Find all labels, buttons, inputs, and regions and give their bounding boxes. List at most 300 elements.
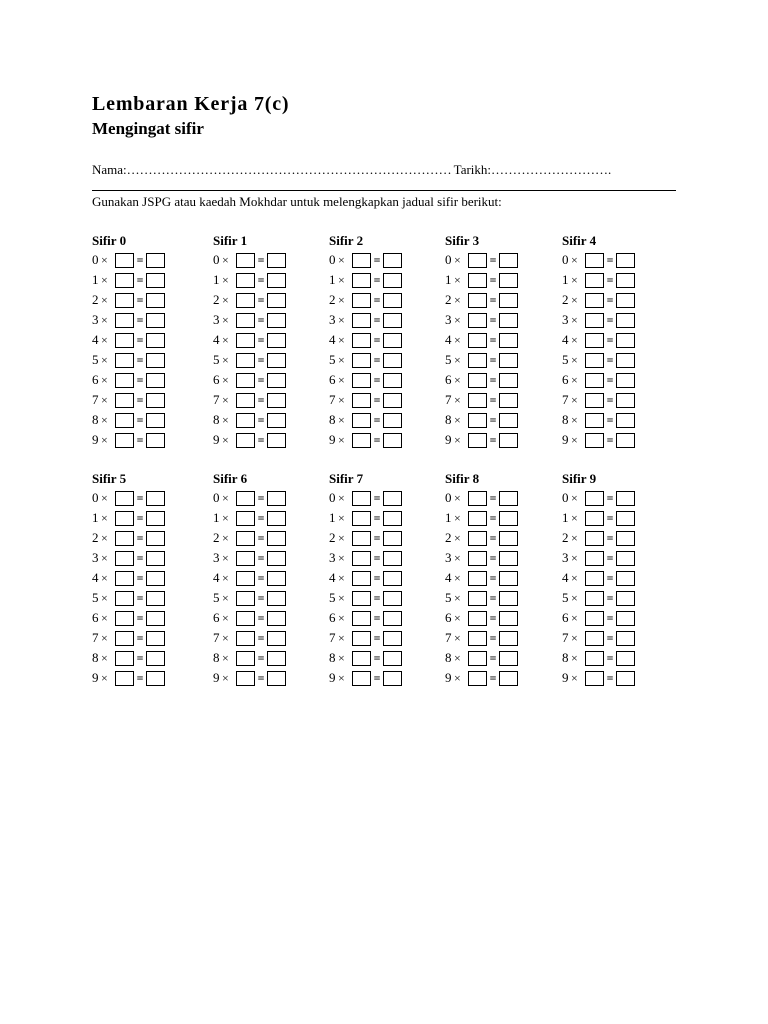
product-answer-box[interactable] bbox=[383, 571, 402, 586]
product-answer-box[interactable] bbox=[146, 313, 165, 328]
product-answer-box[interactable] bbox=[616, 651, 635, 666]
multiplier-number: 5 bbox=[562, 352, 569, 367]
product-answer-box[interactable] bbox=[267, 651, 286, 666]
equals-sign: = bbox=[606, 332, 614, 347]
multiplier-number: 6 bbox=[92, 372, 99, 387]
multiplicand-answer-box[interactable] bbox=[468, 353, 487, 368]
times-sign: × bbox=[101, 610, 108, 625]
product-answer-box[interactable] bbox=[146, 253, 165, 268]
multiplicand-answer-box[interactable] bbox=[585, 571, 604, 586]
equals-sign: = bbox=[489, 650, 497, 665]
times-sign: × bbox=[338, 332, 345, 347]
multiplier-number: 6 bbox=[445, 372, 452, 387]
product-answer-box[interactable] bbox=[146, 671, 165, 686]
multiplicand-answer-box[interactable] bbox=[585, 253, 604, 268]
product-answer-box[interactable] bbox=[146, 393, 165, 408]
product-answer-box[interactable] bbox=[616, 333, 635, 348]
product-answer-box[interactable] bbox=[267, 511, 286, 526]
multiplicand-answer-box[interactable] bbox=[352, 353, 371, 368]
product-answer-box[interactable] bbox=[499, 651, 518, 666]
multiplier-number: 9 bbox=[445, 432, 452, 447]
product-answer-box[interactable] bbox=[146, 353, 165, 368]
multiplicand-answer-box[interactable] bbox=[115, 393, 134, 408]
multiplicand-answer-box[interactable] bbox=[468, 531, 487, 546]
multiplicand-answer-box[interactable] bbox=[585, 531, 604, 546]
multiplicand-answer-box[interactable] bbox=[236, 393, 255, 408]
product-answer-box[interactable] bbox=[383, 591, 402, 606]
product-answer-box[interactable] bbox=[616, 433, 635, 448]
multiplicand-answer-box[interactable] bbox=[585, 491, 604, 506]
product-answer-box[interactable] bbox=[146, 333, 165, 348]
product-answer-box[interactable] bbox=[267, 551, 286, 566]
multiplicand-answer-box[interactable] bbox=[236, 433, 255, 448]
multiplicand-answer-box[interactable] bbox=[236, 651, 255, 666]
product-answer-box[interactable] bbox=[616, 591, 635, 606]
times-sign: × bbox=[101, 412, 108, 427]
multiplicand-answer-box[interactable] bbox=[115, 631, 134, 646]
multiplier-number: 1 bbox=[562, 272, 569, 287]
multiplicand-answer-box[interactable] bbox=[352, 393, 371, 408]
times-sign: × bbox=[338, 292, 345, 307]
product-answer-box[interactable] bbox=[499, 273, 518, 288]
sifir-row bbox=[445, 250, 555, 270]
multiplicand-answer-box[interactable] bbox=[115, 273, 134, 288]
multiplicand-answer-box[interactable] bbox=[585, 671, 604, 686]
product-answer-box[interactable] bbox=[267, 353, 286, 368]
product-answer-box[interactable] bbox=[499, 611, 518, 626]
multiplicand-answer-box[interactable] bbox=[115, 373, 134, 388]
multiplicand-answer-box[interactable] bbox=[352, 591, 371, 606]
product-answer-box[interactable] bbox=[499, 631, 518, 646]
product-answer-box[interactable] bbox=[146, 511, 165, 526]
product-answer-box[interactable] bbox=[267, 373, 286, 388]
multiplier-number: 1 bbox=[329, 510, 336, 525]
equals-sign: = bbox=[257, 352, 265, 367]
equals-sign: = bbox=[136, 650, 144, 665]
multiplicand-answer-box[interactable] bbox=[585, 273, 604, 288]
product-answer-box[interactable] bbox=[499, 671, 518, 686]
multiplicand-answer-box[interactable] bbox=[236, 511, 255, 526]
equals-sign: = bbox=[373, 292, 381, 307]
multiplicand-answer-box[interactable] bbox=[468, 273, 487, 288]
sifir-row bbox=[329, 488, 439, 508]
product-answer-box[interactable] bbox=[383, 611, 402, 626]
product-answer-box[interactable] bbox=[267, 273, 286, 288]
multiplicand-answer-box[interactable] bbox=[585, 651, 604, 666]
multiplicand-answer-box[interactable] bbox=[352, 491, 371, 506]
times-sign: × bbox=[454, 550, 461, 565]
multiplicand-answer-box[interactable] bbox=[236, 611, 255, 626]
product-answer-box[interactable] bbox=[267, 253, 286, 268]
sifir-row bbox=[329, 370, 439, 390]
multiplicand-answer-box[interactable] bbox=[352, 571, 371, 586]
product-answer-box[interactable] bbox=[383, 651, 402, 666]
product-answer-box[interactable] bbox=[616, 671, 635, 686]
multiplicand-answer-box[interactable] bbox=[585, 353, 604, 368]
product-answer-box[interactable] bbox=[616, 313, 635, 328]
multiplicand-answer-box[interactable] bbox=[236, 293, 255, 308]
product-answer-box[interactable] bbox=[383, 631, 402, 646]
multiplicand-answer-box[interactable] bbox=[585, 591, 604, 606]
multiplier-number: 0 bbox=[92, 490, 99, 505]
multiplicand-answer-box[interactable] bbox=[236, 273, 255, 288]
product-answer-box[interactable] bbox=[616, 373, 635, 388]
multiplicand-answer-box[interactable] bbox=[352, 313, 371, 328]
product-answer-box[interactable] bbox=[499, 393, 518, 408]
product-answer-box[interactable] bbox=[146, 551, 165, 566]
multiplicand-answer-box[interactable] bbox=[115, 253, 134, 268]
product-answer-box[interactable] bbox=[146, 591, 165, 606]
times-sign: × bbox=[338, 670, 345, 685]
multiplicand-answer-box[interactable] bbox=[115, 571, 134, 586]
multiplicand-answer-box[interactable] bbox=[115, 591, 134, 606]
product-answer-box[interactable] bbox=[146, 293, 165, 308]
product-answer-box[interactable] bbox=[383, 273, 402, 288]
multiplier-number: 0 bbox=[329, 490, 336, 505]
product-answer-box[interactable] bbox=[383, 511, 402, 526]
product-answer-box[interactable] bbox=[499, 373, 518, 388]
product-answer-box[interactable] bbox=[267, 531, 286, 546]
times-sign: × bbox=[454, 490, 461, 505]
product-answer-box[interactable] bbox=[267, 591, 286, 606]
multiplicand-answer-box[interactable] bbox=[468, 413, 487, 428]
product-answer-box[interactable] bbox=[383, 413, 402, 428]
product-answer-box[interactable] bbox=[499, 433, 518, 448]
multiplicand-answer-box[interactable] bbox=[115, 531, 134, 546]
product-answer-box[interactable] bbox=[499, 551, 518, 566]
product-answer-box[interactable] bbox=[616, 631, 635, 646]
times-sign: × bbox=[101, 490, 108, 505]
sifir-row bbox=[445, 370, 555, 390]
multiplicand-answer-box[interactable] bbox=[585, 393, 604, 408]
product-answer-box[interactable] bbox=[383, 551, 402, 566]
equals-sign: = bbox=[373, 312, 381, 327]
product-answer-box[interactable] bbox=[383, 373, 402, 388]
multiplier-number: 8 bbox=[329, 650, 336, 665]
multiplicand-answer-box[interactable] bbox=[468, 253, 487, 268]
sifir-row bbox=[329, 508, 439, 528]
multiplicand-answer-box[interactable] bbox=[115, 611, 134, 626]
product-answer-box[interactable] bbox=[267, 671, 286, 686]
product-answer-box[interactable] bbox=[267, 393, 286, 408]
times-sign: × bbox=[454, 292, 461, 307]
multiplicand-answer-box[interactable] bbox=[352, 531, 371, 546]
multiplicand-answer-box[interactable] bbox=[352, 253, 371, 268]
times-sign: × bbox=[571, 670, 578, 685]
equals-sign: = bbox=[257, 392, 265, 407]
product-answer-box[interactable] bbox=[616, 551, 635, 566]
multiplicand-answer-box[interactable] bbox=[585, 631, 604, 646]
multiplicand-answer-box[interactable] bbox=[585, 313, 604, 328]
multiplier-number: 8 bbox=[329, 412, 336, 427]
multiplicand-answer-box[interactable] bbox=[468, 333, 487, 348]
product-answer-box[interactable] bbox=[616, 611, 635, 626]
product-answer-box[interactable] bbox=[146, 413, 165, 428]
product-answer-box[interactable] bbox=[499, 491, 518, 506]
multiplicand-answer-box[interactable] bbox=[585, 333, 604, 348]
date-field[interactable]: Tarikh:………………………. bbox=[453, 162, 612, 177]
product-answer-box[interactable] bbox=[146, 433, 165, 448]
multiplicand-answer-box[interactable] bbox=[468, 631, 487, 646]
times-sign: × bbox=[454, 312, 461, 327]
times-sign: × bbox=[222, 332, 229, 347]
multiplicand-answer-box[interactable] bbox=[352, 373, 371, 388]
multiplicand-answer-box[interactable] bbox=[352, 333, 371, 348]
multiplicand-answer-box[interactable] bbox=[468, 293, 487, 308]
multiplicand-answer-box[interactable] bbox=[468, 591, 487, 606]
product-answer-box[interactable] bbox=[146, 491, 165, 506]
multiplicand-answer-box[interactable] bbox=[236, 413, 255, 428]
sifir-row bbox=[213, 410, 323, 430]
multiplicand-answer-box[interactable] bbox=[236, 253, 255, 268]
equals-sign: = bbox=[136, 292, 144, 307]
sifir-row bbox=[445, 568, 555, 588]
sifir-row bbox=[562, 588, 672, 608]
multiplier-number: 8 bbox=[445, 650, 452, 665]
multiplier-number: 2 bbox=[445, 292, 452, 307]
multiplicand-answer-box[interactable] bbox=[352, 631, 371, 646]
equals-sign: = bbox=[136, 312, 144, 327]
equals-sign: = bbox=[606, 610, 614, 625]
multiplier-number: 9 bbox=[562, 432, 569, 447]
product-answer-box[interactable] bbox=[383, 333, 402, 348]
multiplicand-answer-box[interactable] bbox=[468, 511, 487, 526]
product-answer-box[interactable] bbox=[616, 253, 635, 268]
multiplicand-answer-box[interactable] bbox=[468, 571, 487, 586]
multiplicand-answer-box[interactable] bbox=[236, 313, 255, 328]
multiplicand-answer-box[interactable] bbox=[115, 293, 134, 308]
equals-sign: = bbox=[606, 372, 614, 387]
multiplicand-answer-box[interactable] bbox=[115, 671, 134, 686]
product-answer-box[interactable] bbox=[146, 571, 165, 586]
sifir-row bbox=[562, 488, 672, 508]
product-answer-box[interactable] bbox=[267, 313, 286, 328]
product-answer-box[interactable] bbox=[267, 571, 286, 586]
times-sign: × bbox=[222, 272, 229, 287]
multiplicand-answer-box[interactable] bbox=[585, 551, 604, 566]
product-answer-box[interactable] bbox=[616, 273, 635, 288]
times-sign: × bbox=[222, 630, 229, 645]
product-answer-box[interactable] bbox=[146, 531, 165, 546]
equals-sign: = bbox=[257, 272, 265, 287]
multiplier-number: 1 bbox=[445, 510, 452, 525]
times-sign: × bbox=[101, 272, 108, 287]
sifir-row bbox=[92, 548, 202, 568]
product-answer-box[interactable] bbox=[267, 611, 286, 626]
multiplicand-answer-box[interactable] bbox=[236, 591, 255, 606]
multiplicand-answer-box[interactable] bbox=[352, 433, 371, 448]
product-answer-box[interactable] bbox=[267, 631, 286, 646]
equals-sign: = bbox=[489, 432, 497, 447]
sifir-row bbox=[92, 390, 202, 410]
product-answer-box[interactable] bbox=[616, 511, 635, 526]
times-sign: × bbox=[222, 530, 229, 545]
multiplicand-answer-box[interactable] bbox=[352, 273, 371, 288]
equals-sign: = bbox=[489, 670, 497, 685]
equals-sign: = bbox=[606, 392, 614, 407]
product-answer-box[interactable] bbox=[383, 671, 402, 686]
product-answer-box[interactable] bbox=[499, 253, 518, 268]
multiplicand-answer-box[interactable] bbox=[585, 413, 604, 428]
multiplicand-answer-box[interactable] bbox=[236, 671, 255, 686]
multiplicand-answer-box[interactable] bbox=[236, 353, 255, 368]
product-answer-box[interactable] bbox=[499, 413, 518, 428]
sifir-table-title: Sifir 3 bbox=[445, 233, 480, 248]
product-answer-box[interactable] bbox=[499, 531, 518, 546]
sifir-row bbox=[445, 548, 555, 568]
times-sign: × bbox=[571, 412, 578, 427]
multiplicand-answer-box[interactable] bbox=[585, 611, 604, 626]
multiplier-number: 1 bbox=[92, 272, 99, 287]
product-answer-box[interactable] bbox=[616, 393, 635, 408]
multiplicand-answer-box[interactable] bbox=[352, 293, 371, 308]
product-answer-box[interactable] bbox=[146, 631, 165, 646]
sifir-table bbox=[92, 231, 202, 450]
times-sign: × bbox=[101, 332, 108, 347]
multiplicand-answer-box[interactable] bbox=[236, 333, 255, 348]
product-answer-box[interactable] bbox=[146, 373, 165, 388]
sifir-row bbox=[213, 290, 323, 310]
multiplicand-answer-box[interactable] bbox=[585, 373, 604, 388]
multiplicand-answer-box[interactable] bbox=[468, 433, 487, 448]
multiplicand-answer-box[interactable] bbox=[585, 293, 604, 308]
multiplicand-answer-box[interactable] bbox=[468, 373, 487, 388]
product-answer-box[interactable] bbox=[383, 313, 402, 328]
product-answer-box[interactable] bbox=[267, 293, 286, 308]
product-answer-box[interactable] bbox=[499, 293, 518, 308]
sifir-row bbox=[329, 310, 439, 330]
times-sign: × bbox=[338, 630, 345, 645]
sifir-row bbox=[92, 628, 202, 648]
product-answer-box[interactable] bbox=[616, 491, 635, 506]
sifir-row bbox=[329, 568, 439, 588]
multiplicand-answer-box[interactable] bbox=[236, 571, 255, 586]
multiplicand-answer-box[interactable] bbox=[468, 671, 487, 686]
product-answer-box[interactable] bbox=[499, 313, 518, 328]
equals-sign: = bbox=[489, 570, 497, 585]
multiplier-number: 4 bbox=[445, 332, 452, 347]
product-answer-box[interactable] bbox=[499, 571, 518, 586]
product-answer-box[interactable] bbox=[616, 531, 635, 546]
product-answer-box[interactable] bbox=[267, 333, 286, 348]
equals-sign: = bbox=[489, 332, 497, 347]
sifir-table bbox=[213, 469, 323, 688]
multiplicand-answer-box[interactable] bbox=[468, 313, 487, 328]
name-field[interactable]: Nama:………………………………………………………………… bbox=[92, 162, 452, 177]
instruction-text: Gunakan JSPG atau kaedah Mokhdar untuk melengkapkan jadual sifir berikut: bbox=[92, 194, 502, 209]
product-answer-box[interactable] bbox=[499, 511, 518, 526]
product-answer-box[interactable] bbox=[383, 293, 402, 308]
sifir-row bbox=[213, 370, 323, 390]
multiplicand-answer-box[interactable] bbox=[115, 651, 134, 666]
equals-sign: = bbox=[257, 550, 265, 565]
product-answer-box[interactable] bbox=[383, 393, 402, 408]
multiplicand-answer-box[interactable] bbox=[352, 651, 371, 666]
equals-sign: = bbox=[606, 352, 614, 367]
multiplicand-answer-box[interactable] bbox=[468, 651, 487, 666]
product-answer-box[interactable] bbox=[383, 253, 402, 268]
multiplicand-answer-box[interactable] bbox=[352, 413, 371, 428]
sifir-table-title: Sifir 5 bbox=[92, 471, 127, 486]
sifir-row bbox=[329, 390, 439, 410]
multiplier-number: 4 bbox=[562, 332, 569, 347]
sifir-row bbox=[562, 310, 672, 330]
equals-sign: = bbox=[136, 630, 144, 645]
multiplicand-answer-box[interactable] bbox=[352, 551, 371, 566]
multiplicand-answer-box[interactable] bbox=[236, 491, 255, 506]
multiplicand-answer-box[interactable] bbox=[468, 393, 487, 408]
multiplier-number: 0 bbox=[92, 252, 99, 267]
multiplier-number: 7 bbox=[213, 630, 220, 645]
multiplicand-answer-box[interactable] bbox=[236, 551, 255, 566]
product-answer-box[interactable] bbox=[267, 433, 286, 448]
product-answer-box[interactable] bbox=[616, 293, 635, 308]
product-answer-box[interactable] bbox=[383, 491, 402, 506]
multiplicand-answer-box[interactable] bbox=[115, 551, 134, 566]
multiplicand-answer-box[interactable] bbox=[468, 491, 487, 506]
multiplicand-answer-box[interactable] bbox=[468, 551, 487, 566]
times-sign: × bbox=[338, 650, 345, 665]
product-answer-box[interactable] bbox=[616, 413, 635, 428]
multiplicand-answer-box[interactable] bbox=[115, 433, 134, 448]
product-answer-box[interactable] bbox=[267, 491, 286, 506]
multiplicand-answer-box[interactable] bbox=[115, 491, 134, 506]
multiplier-number: 4 bbox=[562, 570, 569, 585]
product-answer-box[interactable] bbox=[146, 273, 165, 288]
sifir-row bbox=[562, 648, 672, 668]
multiplicand-answer-box[interactable] bbox=[236, 631, 255, 646]
sifir-row bbox=[445, 508, 555, 528]
sifir-table-title: Sifir 1 bbox=[213, 233, 248, 248]
multiplicand-answer-box[interactable] bbox=[585, 511, 604, 526]
sifir-row bbox=[213, 270, 323, 290]
multiplicand-answer-box[interactable] bbox=[352, 511, 371, 526]
product-answer-box[interactable] bbox=[383, 353, 402, 368]
product-answer-box[interactable] bbox=[616, 353, 635, 368]
product-answer-box[interactable] bbox=[499, 333, 518, 348]
multiplicand-answer-box[interactable] bbox=[115, 353, 134, 368]
multiplicand-answer-box[interactable] bbox=[236, 373, 255, 388]
sifir-row bbox=[92, 528, 202, 548]
product-answer-box[interactable] bbox=[267, 413, 286, 428]
multiplicand-answer-box[interactable] bbox=[115, 511, 134, 526]
sifir-row bbox=[92, 330, 202, 350]
multiplicand-answer-box[interactable] bbox=[585, 433, 604, 448]
product-answer-box[interactable] bbox=[383, 433, 402, 448]
product-answer-box[interactable] bbox=[499, 591, 518, 606]
multiplicand-answer-box[interactable] bbox=[115, 313, 134, 328]
sifir-row bbox=[445, 488, 555, 508]
times-sign: × bbox=[454, 630, 461, 645]
product-answer-box[interactable] bbox=[146, 611, 165, 626]
multiplicand-answer-box[interactable] bbox=[115, 413, 134, 428]
multiplicand-answer-box[interactable] bbox=[352, 671, 371, 686]
sifir-row bbox=[92, 250, 202, 270]
multiplicand-answer-box[interactable] bbox=[115, 333, 134, 348]
multiplicand-answer-box[interactable] bbox=[352, 611, 371, 626]
times-sign: × bbox=[571, 372, 578, 387]
multiplicand-answer-box[interactable] bbox=[468, 611, 487, 626]
multiplicand-answer-box[interactable] bbox=[236, 531, 255, 546]
sifir-row bbox=[445, 350, 555, 370]
product-answer-box[interactable] bbox=[383, 531, 402, 546]
equals-sign: = bbox=[373, 670, 381, 685]
multiplier-number: 2 bbox=[562, 530, 569, 545]
product-answer-box[interactable] bbox=[146, 651, 165, 666]
product-answer-box[interactable] bbox=[499, 353, 518, 368]
product-answer-box[interactable] bbox=[616, 571, 635, 586]
equals-sign: = bbox=[606, 670, 614, 685]
